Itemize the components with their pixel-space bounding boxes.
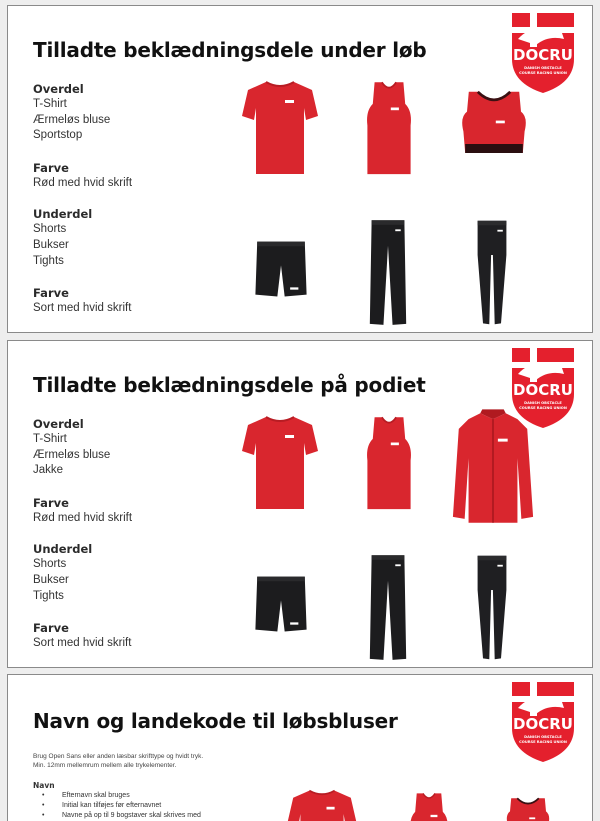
black-pants-image	[368, 553, 408, 663]
bottom-color-value: Sort med hvid skrift	[33, 637, 132, 650]
bottom-color-value: Sort med hvid skrift	[33, 302, 132, 315]
red-tshirt-image	[286, 787, 358, 821]
bottom-item: Shorts	[33, 223, 67, 236]
top-item: T-Shirt	[33, 433, 67, 445]
svg-text:DOCRU: DOCRU	[513, 46, 573, 64]
intro-text: Min. 12mm mellemrum mellem alle trykelementer.	[33, 762, 177, 769]
bottom-heading: Underdel	[33, 207, 93, 222]
red-tank-top-image	[362, 80, 416, 180]
top-color-heading: Farve	[33, 160, 69, 175]
garment-rules	[33, 417, 223, 652]
name-heading: Navn	[33, 781, 55, 790]
top-item: Jakke	[33, 464, 64, 477]
bottom-item: Shorts	[33, 558, 67, 571]
red-sports-top-image	[504, 797, 552, 821]
list-item: • Initial kan tilføjes før efternavnet	[42, 801, 201, 811]
black-shorts-image	[253, 238, 309, 302]
bottom-color-heading: Farve	[33, 621, 69, 636]
black-pants-image	[368, 218, 408, 328]
black-shorts-image	[253, 573, 309, 637]
bottom-color-heading: Farve	[33, 286, 69, 301]
slide-title: Tilladte beklædningsdele på podiet	[33, 373, 426, 397]
slide-title: Tilladte beklædningsdele under løb	[33, 38, 427, 62]
top-item: Sportstop	[33, 129, 83, 142]
slide-running-apparel	[7, 5, 593, 333]
top-color-value: Rød med hvid skrift	[33, 511, 133, 524]
slide-podium-apparel	[7, 340, 593, 668]
list-item: • Efternavn skal bruges	[42, 791, 201, 801]
docru-logo	[508, 9, 578, 95]
red-tshirt-image	[240, 78, 320, 178]
red-jacket-image	[449, 409, 537, 527]
svg-text:DOCRU: DOCRU	[513, 381, 573, 399]
name-rules-list	[42, 791, 201, 821]
top-color-heading: Farve	[33, 495, 69, 510]
slide-name-country-code	[7, 674, 593, 821]
intro-text: Brug Open Sans eller anden læsbar skrifttype og hvidt tryk.	[33, 753, 204, 760]
red-sports-top-image	[458, 90, 530, 162]
top-color-value: Rød med hvid skrift	[33, 176, 133, 189]
svg-text:DOCRU: DOCRU	[513, 715, 573, 733]
garment-rules	[33, 82, 223, 317]
svg-text:DANISH OBSTACLE: DANISH OBSTACLE	[524, 401, 562, 405]
bottom-item: Bukser	[33, 573, 69, 586]
red-tshirt-image	[240, 413, 320, 513]
svg-text:DANISH OBSTACLE: DANISH OBSTACLE	[524, 66, 562, 70]
top-heading: Overdel	[33, 82, 84, 96]
red-tank-top-image	[406, 791, 452, 821]
black-tights-image	[474, 218, 510, 328]
svg-text:COURSE RACING UNION: COURSE RACING UNION	[519, 406, 567, 410]
bottom-item: Tights	[33, 589, 64, 602]
slide-title: Navn og landekode til løbsbluser	[33, 709, 398, 733]
top-item: Ærmeløs bluse	[33, 448, 111, 461]
top-heading: Overdel	[33, 417, 84, 431]
top-item: Ærmeløs bluse	[33, 113, 111, 126]
black-tights-image	[474, 553, 510, 663]
bottom-heading: Underdel	[33, 542, 93, 557]
red-tank-top-image	[362, 415, 416, 515]
top-item: T-Shirt	[33, 98, 67, 110]
svg-text:DANISH OBSTACLE: DANISH OBSTACLE	[524, 735, 562, 739]
svg-text:COURSE RACING UNION: COURSE RACING UNION	[519, 71, 567, 75]
bottom-item: Tights	[33, 254, 64, 267]
svg-text:COURSE RACING UNION: COURSE RACING UNION	[519, 740, 567, 744]
docru-logo	[508, 678, 578, 764]
bottom-item: Bukser	[33, 238, 69, 251]
list-item: • Navne på op til 9 bogstaver skal skrives med	[42, 811, 201, 821]
